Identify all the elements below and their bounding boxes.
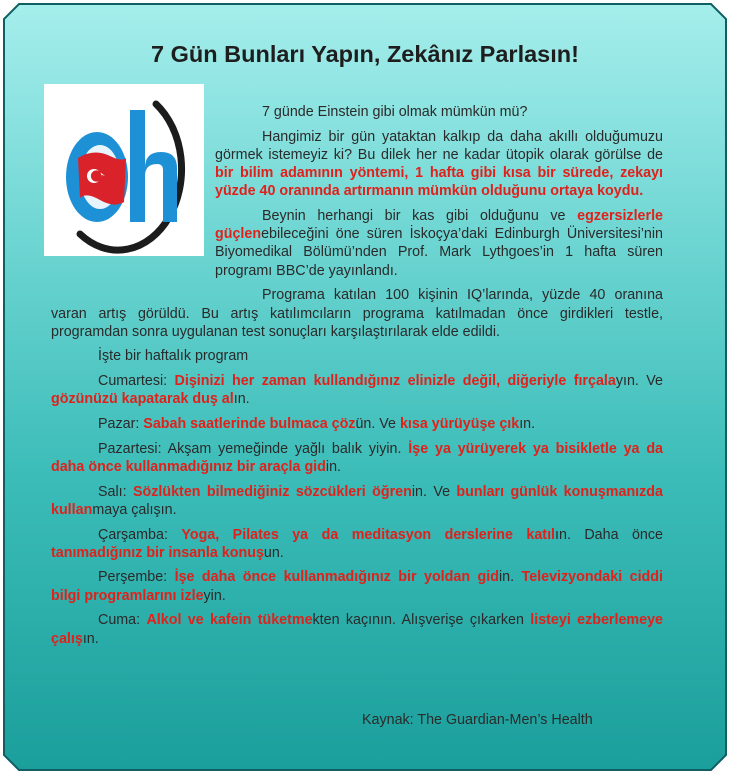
body-text: maya çalışın. — [92, 501, 177, 518]
highlighted-text: bir bilim adamının yöntemi, 1 hafta gibi kısa bir sürede, zekayı yüzde 40 oranında artırmanın mümkün olduğunu ortaya koydu. — [215, 165, 663, 200]
page-title: 7 Gün Bunları Yapın, Zekânız Parlasın! — [151, 41, 579, 67]
paragraph — [51, 568, 663, 604]
article-body — [51, 103, 663, 654]
body-text: Perşembe: — [98, 569, 175, 586]
source-line: Kaynak: The Guardian-Men’s Health — [362, 712, 593, 728]
highlighted-text: gözünüzü kapatarak duş al — [51, 391, 234, 408]
body-text: ın. — [233, 391, 250, 408]
highlighted-text: tanımadığınız bir insanla konuş — [51, 544, 264, 561]
paragraph — [51, 347, 663, 365]
body-text: kten kaçının. Alışverişe çıkarken — [312, 612, 531, 629]
highlighted-text: Sözlükten bilmediğiniz sözcükleri öğren — [132, 483, 412, 500]
highlighted-text: İşe ya yürüyerek ya bisikletle ya da daha önce kullanmadığınız bir araçla gid — [51, 440, 664, 475]
body-text: Cuma: — [98, 612, 147, 629]
logo-spacer — [51, 103, 215, 287]
body-text: Çarşamba: — [98, 526, 182, 543]
paragraph — [51, 286, 663, 341]
body-text: ebileceğini öne süren İskoçya’daki Edinburgh Üniversitesi’nin Biyomedikal Bölümü’nden Prof. Mark Lythgoes’in 1 hafta süren programı BBC’de yayınlandı. — [215, 226, 663, 279]
highlighted-text: egzersizlerle güçlen — [215, 208, 663, 243]
paragraph — [51, 372, 663, 408]
body-text: ın. — [519, 416, 536, 433]
paragraph — [51, 611, 663, 647]
body-text: Pazartesi: Akşam yemeğinde yağlı balık yiyin. — [98, 440, 409, 457]
body-text: İşte bir haftalık program — [98, 348, 249, 365]
highlighted-text: bunları günlük konuşmanızda kullan — [51, 483, 663, 518]
body-text: Cumartesi: — [98, 373, 175, 390]
body-text: un. — [263, 544, 284, 561]
highlighted-text: Dişinizi her zaman kullandığınız elinizle değil, diğeriyle fırçala — [174, 373, 616, 390]
body-text: Programa katılan 100 kişinin IQ’larında, yüzde 40 oranına varan artış görüldü. Bu artış katılımcıların programa katılmadan önce girdikleri testle, programdan sonra uygulanan test sonuçları karşılaştırılarak elde edildi. — [51, 287, 663, 340]
body-text: Salı: — [98, 483, 133, 500]
paragraph — [51, 440, 663, 476]
paragraph — [51, 526, 663, 562]
body-text: Hangimiz bir gün yataktan kalkıp da daha akıllı olduğumuzu görmek istemeyiz ki? Bu dilek her ne kadar ütopik olarak görülse de — [215, 128, 663, 163]
body-text: Beynin herhangi bir kas gibi olduğunu ve — [262, 208, 578, 225]
highlighted-text: Yoga, Pilates ya da meditasyon derslerine katıl — [181, 526, 556, 543]
highlighted-text: Alkol ve kafein tüketme — [146, 612, 313, 629]
body-text: ın. Daha önce — [555, 526, 663, 543]
body-text: yin. — [203, 587, 226, 604]
body-text: in. — [325, 458, 341, 475]
body-text: ın. — [82, 630, 99, 647]
paragraph — [51, 483, 663, 519]
highlighted-text: Televizyondaki ciddi bilgi programlarını izle — [51, 569, 663, 604]
highlighted-text: kısa yürüyüşe çık — [399, 416, 520, 433]
body-text: in. Ve — [411, 483, 457, 500]
paragraph — [51, 415, 663, 433]
highlighted-text: listeyi ezberlemeye çalış — [51, 612, 663, 647]
body-text: Pazar: — [98, 416, 144, 433]
highlighted-text: İşe daha önce kullanmadığınız bir yoldan gid — [174, 569, 499, 586]
highlighted-text: Sabah saatlerinde bulmaca çöz — [143, 416, 356, 433]
body-text: yın. Ve — [615, 373, 663, 390]
body-text: in. — [498, 569, 522, 586]
body-text: 7 günde Einstein gibi olmak mümkün mü? — [262, 104, 528, 120]
body-text: ün. Ve — [355, 416, 400, 433]
